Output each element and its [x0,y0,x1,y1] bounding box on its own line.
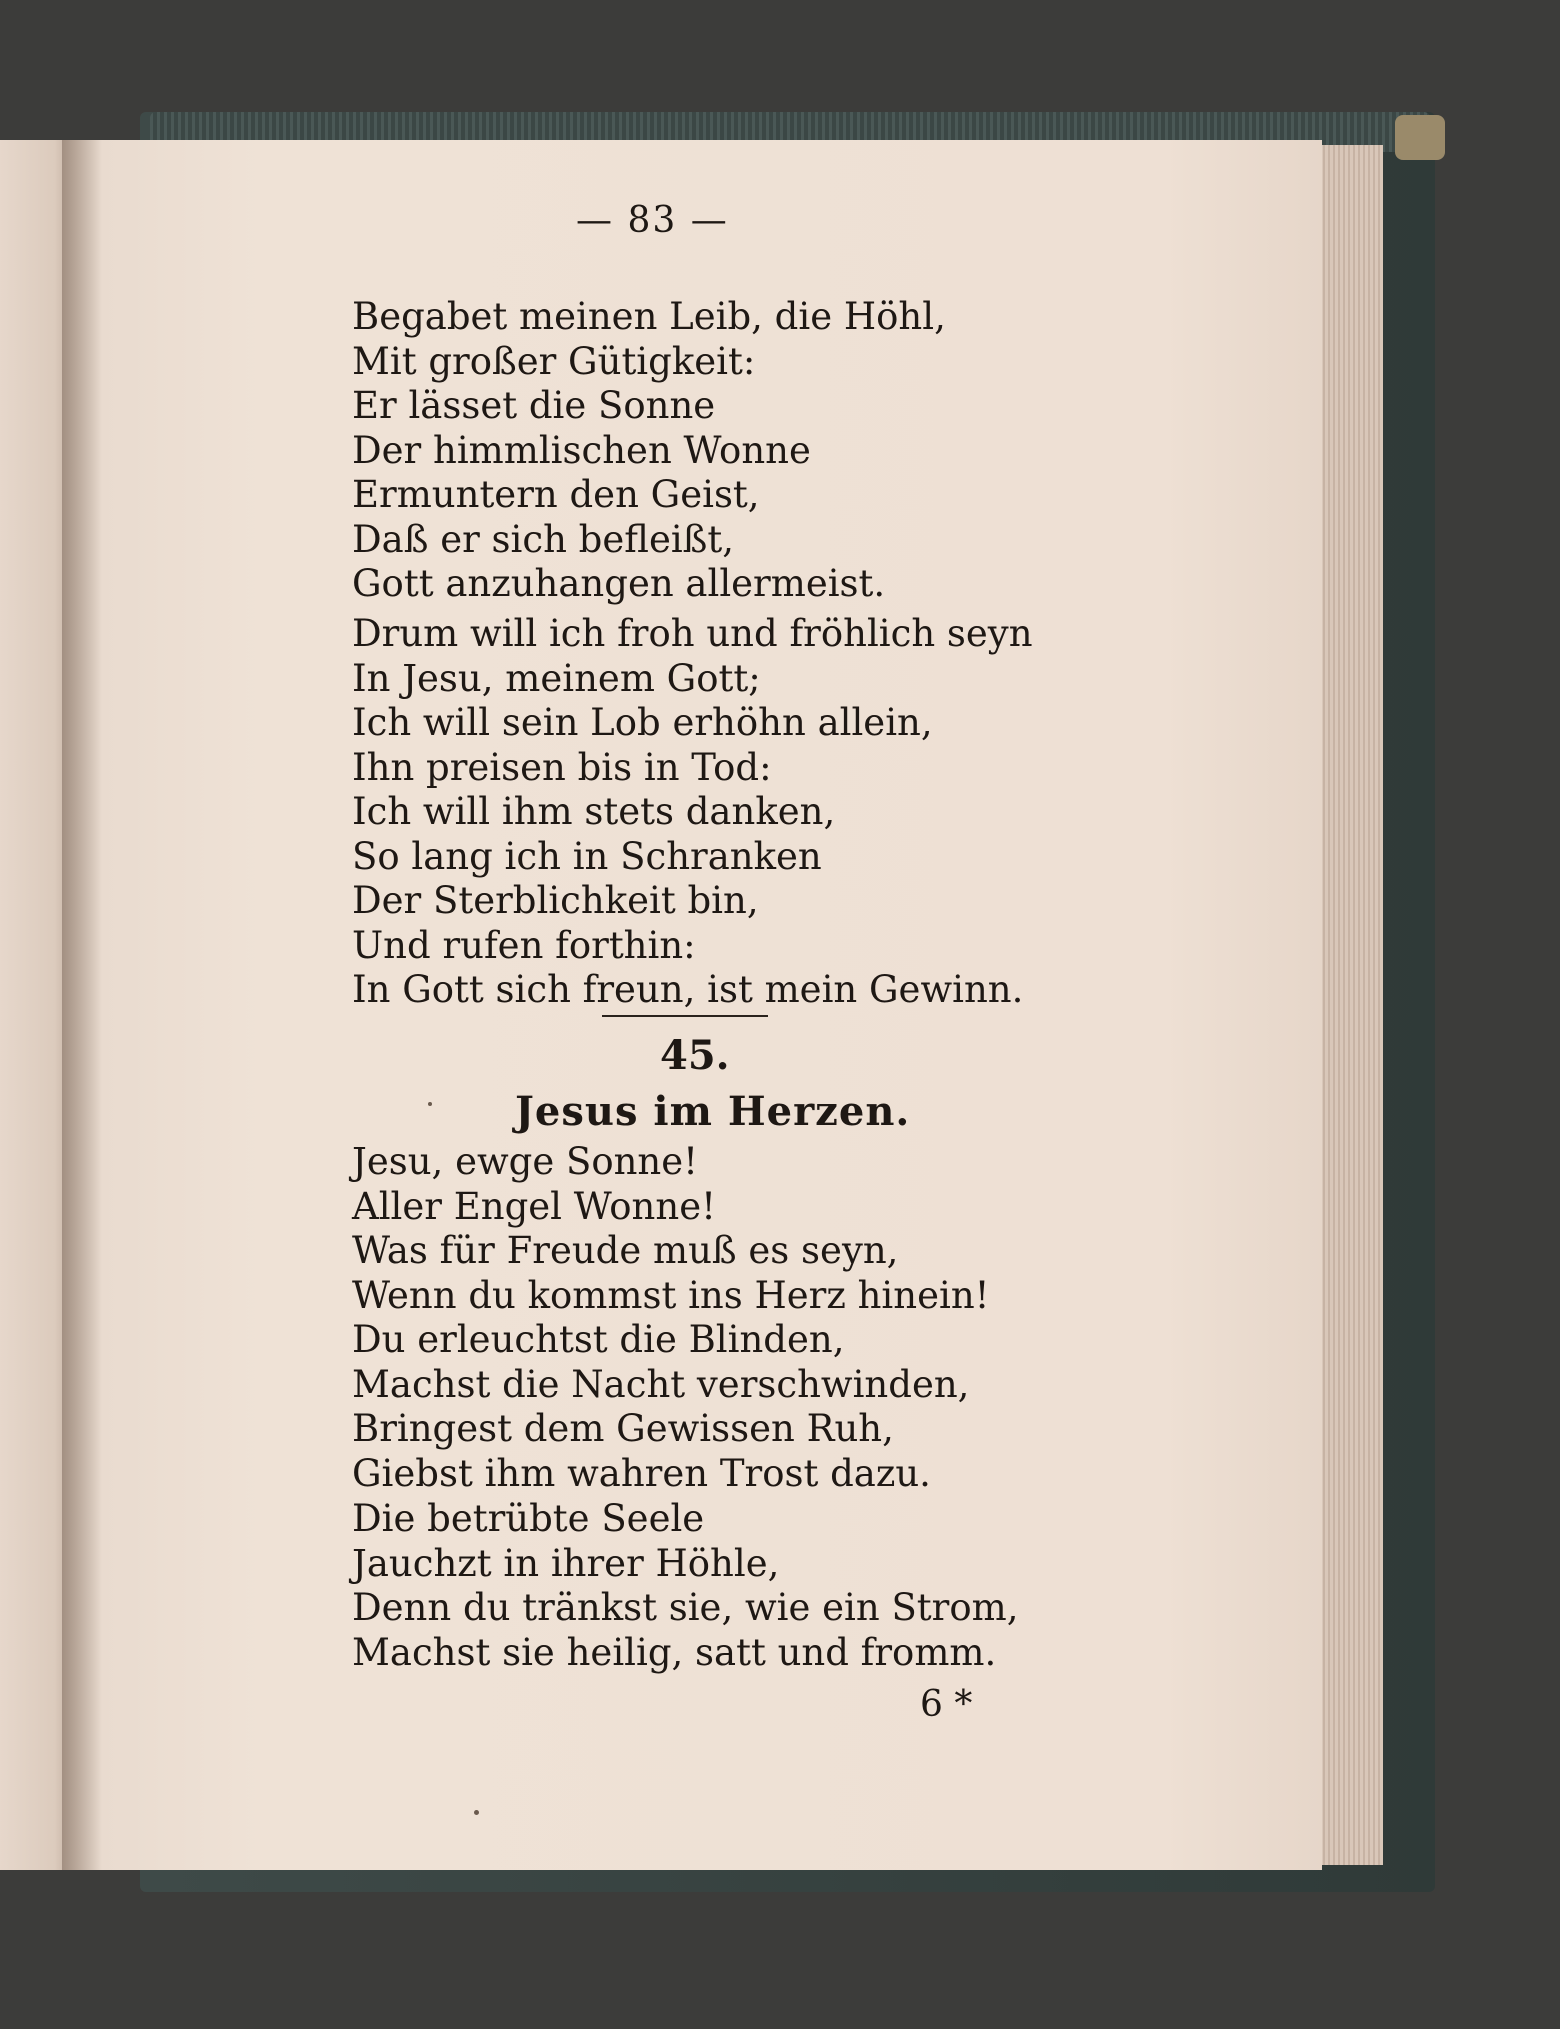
hymn-title: Jesus im Herzen. [515,1088,911,1135]
verse-line: Ich will ihm stets danken, [352,790,836,833]
verse-line: Der Sterblichkeit bin, [352,879,759,922]
verse-line: Jesu, ewge Sonne! [352,1140,699,1183]
verse-line: Giebst ihm wahren Trost dazu. [352,1451,931,1495]
verse-line: So lang ich in Schranken [352,834,822,878]
stanza-2 [352,612,1033,1013]
verse-line: Und rufen forthin: [352,923,696,967]
hymn-stanza-2 [352,1318,969,1496]
verse-line: Drum will ich froh und fröhlich seyn [352,612,1033,655]
gutter-shadow [62,140,102,1870]
verse-line: Aller Engel Wonne! [352,1184,716,1228]
verse-line: Mit großer Gütigkeit: [352,339,756,383]
page-number: — 83 — [576,200,729,241]
verse-line: Ihn preisen bis in Tod: [352,745,772,789]
verse-line: Du erleuchtst die Blinden, [352,1318,845,1361]
hymn-number: 45. [660,1032,730,1079]
hymn-stanza-3 [352,1497,1019,1675]
verse-line: Gott anzuhangen allermeist. [352,562,886,605]
verse-line: Daß er sich befleißt, [352,517,735,561]
verse-line: Denn du tränkst sie, wie ein Strom, [352,1586,1019,1629]
hymn-stanza-1 [352,1140,990,1318]
verse-line: In Jesu, meinem Gott; [352,656,761,700]
verse-line: Was für Freude muß es seyn, [352,1229,899,1272]
paper-speck [428,1102,432,1106]
verse-line: Machst sie heilig, satt und fromm. [352,1630,997,1674]
verse-line: Begabet meinen Leib, die Höhl, [352,295,946,338]
verse-line: In Gott sich freun, ist mein Gewinn. [352,968,1024,1011]
page-edges [1315,145,1383,1865]
verse-line: Bringest dem Gewissen Ruh, [352,1407,894,1450]
cover-corner [1395,115,1445,160]
signature-mark: 6 * [920,1684,973,1725]
stanza-1 [352,295,946,607]
verse-line: Wenn du kommst ins Herz hinein! [352,1273,990,1317]
verse-line: Er lässet die Sonne [352,384,716,427]
verse-line: Jauchzt in ihrer Höhle, [352,1541,780,1585]
verse-line: Machst die Nacht verschwinden, [352,1362,970,1406]
verse-line: Der himmlischen Wonne [352,428,811,472]
paper-speck [474,1810,479,1815]
verse-line: Ich will sein Lob erhöhn allein, [352,701,933,744]
verse-line: Die betrübte Seele [352,1497,705,1540]
section-divider [602,1015,768,1017]
verse-line: Ermuntern den Geist, [352,473,760,516]
